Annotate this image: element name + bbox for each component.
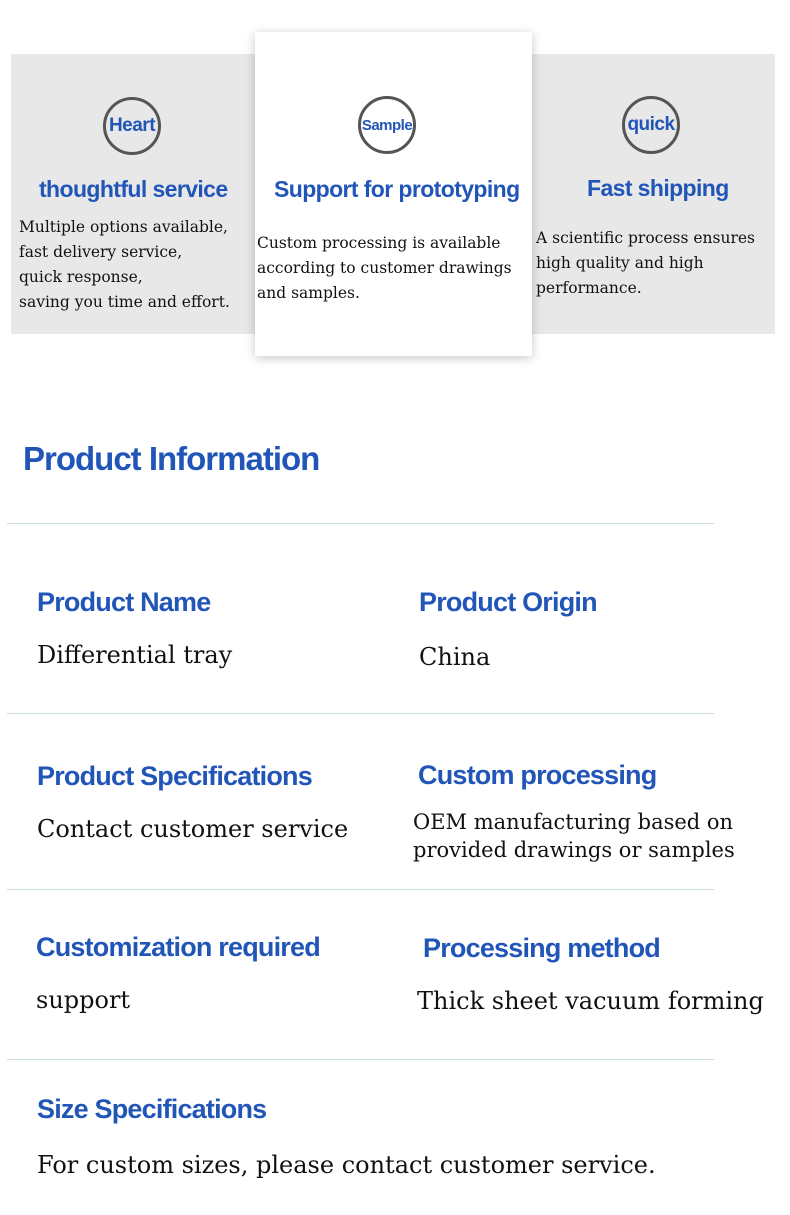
divider	[7, 713, 714, 714]
custom-processing-label: Custom processing	[418, 760, 657, 790]
divider	[7, 889, 714, 890]
size-specifications-label: Size Specifications	[37, 1094, 267, 1124]
product-origin-label: Product Origin	[419, 587, 597, 617]
divider	[7, 523, 714, 524]
product-specifications-label: Product Specifications	[37, 761, 312, 791]
feature-description: Multiple options available, fast delivery service, quick response, saving you time and effort.	[19, 218, 230, 311]
feature-title: thoughtful service	[39, 176, 228, 202]
customization-required-value: support	[36, 986, 131, 1014]
feature-title: Support for prototyping	[274, 176, 520, 202]
feature-title: Fast shipping	[587, 175, 729, 201]
feature-card-shipping	[532, 54, 775, 334]
feature-card-service	[11, 54, 255, 334]
feature-section	[0, 0, 790, 380]
sample-icon: Sample	[358, 96, 416, 154]
custom-processing-value: OEM manufacturing based on provided drawings or samples	[413, 810, 735, 862]
product-specifications-value: Contact customer service	[37, 815, 349, 843]
divider	[7, 1059, 714, 1060]
customization-required-label: Customization required	[36, 932, 320, 962]
feature-description: Custom processing is available according to customer drawings and samples.	[257, 234, 512, 302]
feature-card-prototyping	[255, 32, 532, 356]
heart-icon: Heart	[103, 97, 161, 155]
processing-method-label: Processing method	[423, 933, 660, 963]
product-information-title: Product Information	[23, 440, 320, 477]
product-origin-value: China	[419, 643, 491, 671]
quick-icon: quick	[622, 96, 680, 154]
product-name-label: Product Name	[37, 587, 211, 617]
feature-description: A scientific process ensures high quality and high performance.	[536, 229, 755, 297]
product-name-value: Differential tray	[37, 641, 233, 669]
size-specifications-value: For custom sizes, please contact customer service.	[37, 1151, 656, 1179]
processing-method-value: Thick sheet vacuum forming	[417, 987, 764, 1015]
